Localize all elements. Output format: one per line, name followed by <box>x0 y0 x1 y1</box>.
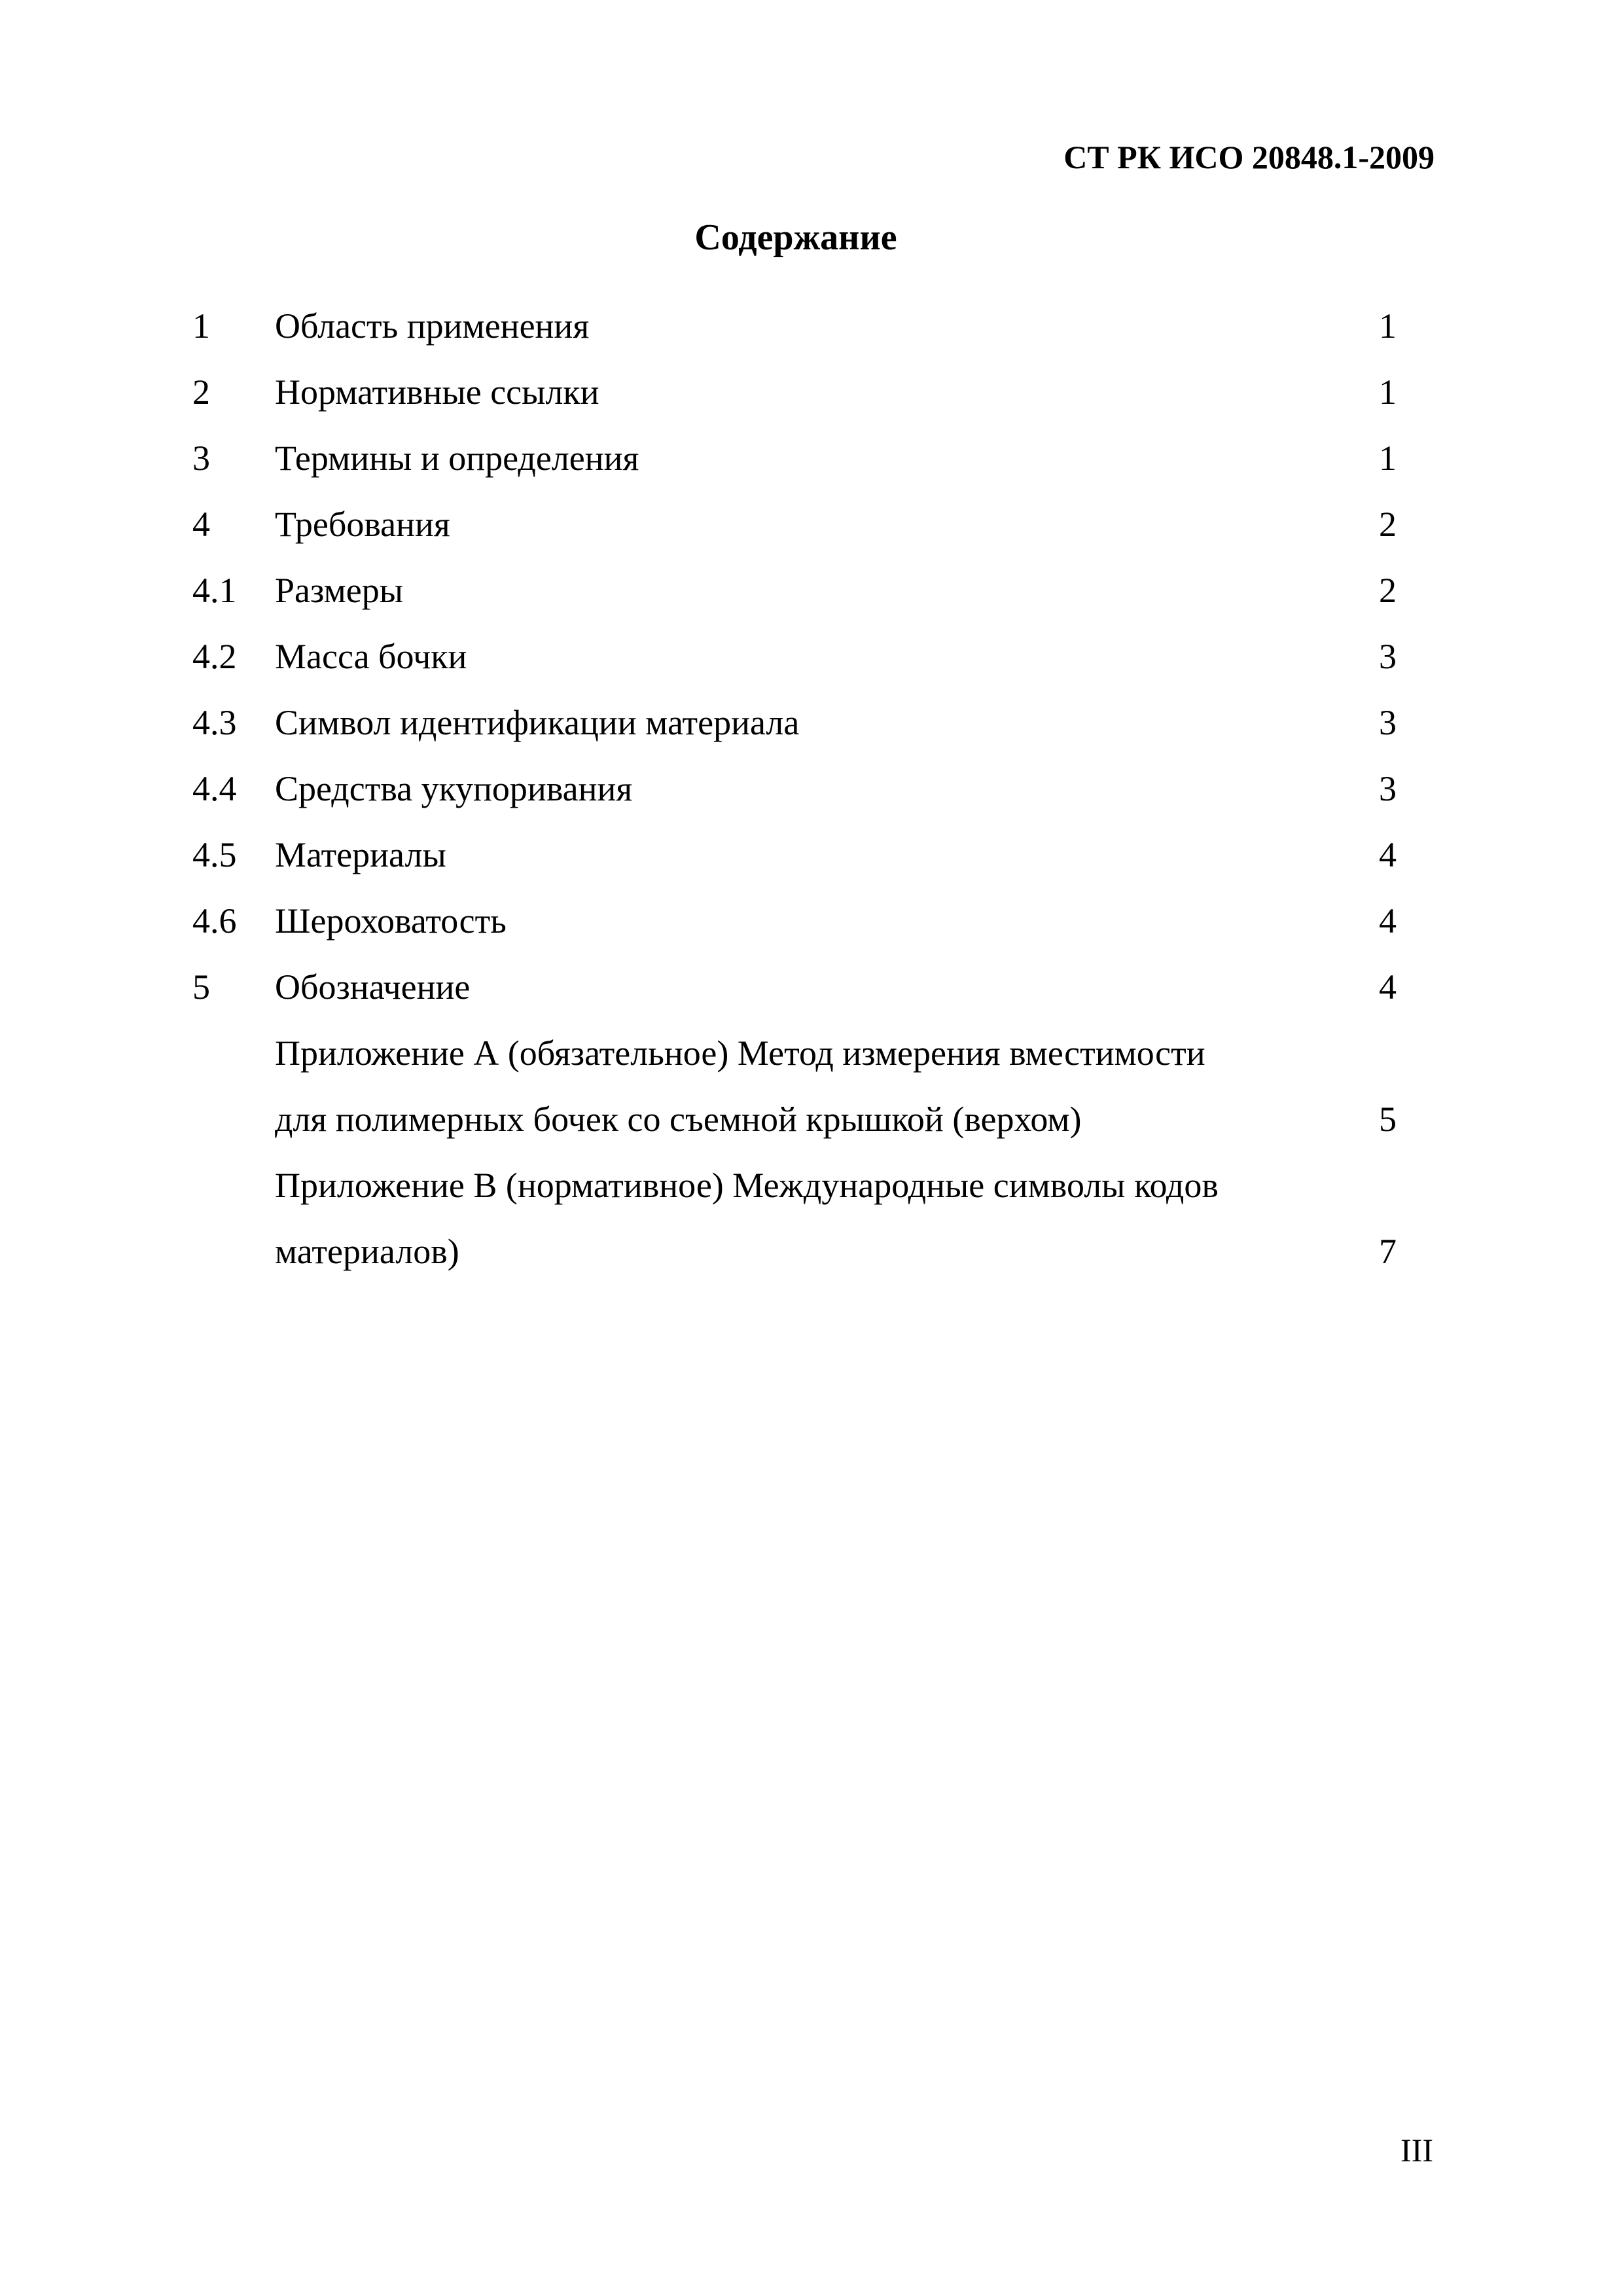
toc-entry-title: Термины и определения <box>275 439 639 478</box>
toc-entry-title: Обозначение <box>275 967 471 1007</box>
toc-entry-annex-b-line1[interactable] <box>192 1159 1397 1225</box>
toc-entry-annex-b-line2[interactable] <box>192 1225 1397 1291</box>
toc-entry-title: Размеры <box>275 571 403 610</box>
toc-entry-page: 4 <box>1379 967 1397 1007</box>
toc-entry-page: 1 <box>1379 372 1397 412</box>
toc-entry-page: 2 <box>1379 571 1397 610</box>
document-code: СТ РК ИСО 20848.1-2009 <box>1063 139 1435 175</box>
toc-entry-number: 4 <box>192 505 210 544</box>
toc-entry-page: 1 <box>1379 306 1397 346</box>
toc-entry-title: Требования <box>275 505 450 544</box>
table-of-contents <box>192 300 1397 1291</box>
toc-entry-page: 2 <box>1379 505 1397 544</box>
toc-entry-number: 4.4 <box>192 769 237 808</box>
toc-entry[interactable] <box>192 564 1397 630</box>
toc-entry-title: Масса бочки <box>275 637 467 676</box>
toc-entry-number: 4.2 <box>192 637 237 676</box>
toc-entry-page: 3 <box>1379 769 1397 808</box>
toc-entry-title: для полимерных бочек со съемной крышкой (верхом) <box>275 1100 1082 1139</box>
toc-entry-title: Область применения <box>275 306 590 346</box>
toc-entry[interactable] <box>192 366 1397 432</box>
toc-entry-number: 4.1 <box>192 571 237 610</box>
toc-entry[interactable] <box>192 432 1397 498</box>
toc-entry-number: 4.6 <box>192 901 237 941</box>
toc-entry-title: материалов) <box>275 1232 459 1271</box>
toc-entry-title: Материалы <box>275 835 446 874</box>
toc-entry-number: 4.3 <box>192 703 237 742</box>
toc-entry-title: Приложение В (нормативное) Международные символы кодов <box>275 1166 1219 1205</box>
toc-entry-annex-a-line1[interactable] <box>192 1027 1397 1093</box>
toc-entry-title: Символ идентификации материала <box>275 703 800 742</box>
toc-entry[interactable] <box>192 895 1397 961</box>
toc-entry[interactable] <box>192 762 1397 829</box>
toc-entry-page: 1 <box>1379 439 1397 478</box>
toc-entry[interactable] <box>192 961 1397 1027</box>
toc-entry-page: 4 <box>1379 901 1397 941</box>
toc-entry-number: 3 <box>192 439 210 478</box>
toc-entry-title: Шероховатость <box>275 901 507 941</box>
toc-entry[interactable] <box>192 829 1397 895</box>
toc-entry[interactable] <box>192 300 1397 366</box>
toc-entry-number: 2 <box>192 372 210 412</box>
toc-entry[interactable] <box>192 498 1397 564</box>
toc-entry-page: 5 <box>1379 1100 1397 1139</box>
toc-entry[interactable] <box>192 630 1397 696</box>
toc-entry-page: 7 <box>1379 1232 1397 1271</box>
toc-title: Содержание <box>694 217 897 258</box>
toc-entry-number: 1 <box>192 306 210 346</box>
toc-entry-title: Нормативные ссылки <box>275 372 599 412</box>
toc-entry-title: Средства укупоривания <box>275 769 633 808</box>
page-number: III <box>1400 2132 1433 2168</box>
toc-entry-page: 3 <box>1379 703 1397 742</box>
toc-entry-title: Приложение А (обязательное) Метод измерения вместимости <box>275 1033 1205 1073</box>
toc-entry-page: 4 <box>1379 835 1397 874</box>
toc-entry-annex-a-line2[interactable] <box>192 1093 1397 1159</box>
toc-entry-number: 5 <box>192 967 210 1007</box>
toc-entry-number: 4.5 <box>192 835 237 874</box>
toc-entry-page: 3 <box>1379 637 1397 676</box>
toc-entry[interactable] <box>192 696 1397 762</box>
